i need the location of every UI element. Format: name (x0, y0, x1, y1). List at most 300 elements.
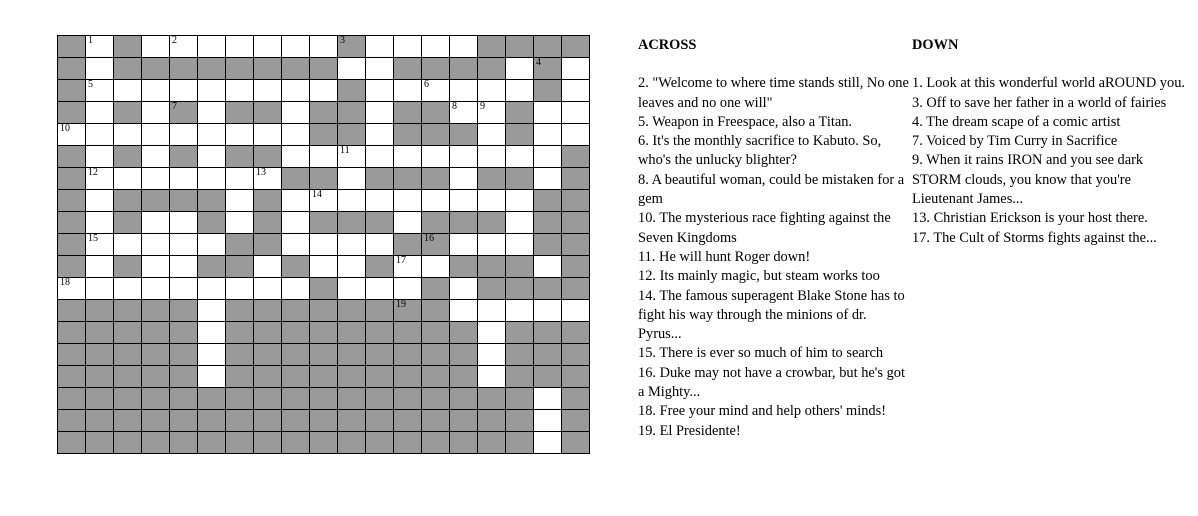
crossword-block (449, 211, 478, 234)
crossword-cell[interactable] (197, 343, 226, 366)
crossword-block (421, 409, 450, 432)
crossword-cell[interactable] (533, 255, 562, 278)
crossword-cell[interactable] (113, 233, 142, 256)
crossword-block (57, 167, 86, 190)
crossword-cell[interactable] (309, 145, 338, 168)
crossword-cell[interactable] (253, 123, 282, 146)
crossword-cell[interactable] (533, 387, 562, 410)
crossword-cell[interactable] (337, 233, 366, 256)
crossword-cell[interactable] (505, 145, 534, 168)
crossword-cell[interactable] (393, 35, 422, 58)
crossword-cell[interactable] (141, 167, 170, 190)
crossword-block (561, 145, 590, 168)
across-clue-10: 10. The mysterious race fighting against the Seven Kingdoms (638, 210, 891, 246)
crossword-cell[interactable] (225, 211, 254, 234)
crossword-cell[interactable] (393, 255, 422, 278)
crossword-block (477, 431, 506, 454)
crossword-block (225, 431, 254, 454)
crossword-cell[interactable] (85, 35, 114, 58)
crossword-block (113, 35, 142, 58)
crossword-block (365, 321, 394, 344)
crossword-cell[interactable] (281, 211, 310, 234)
crossword-cell[interactable] (561, 299, 590, 322)
crossword-cell[interactable] (85, 255, 114, 278)
crossword-cell[interactable] (225, 123, 254, 146)
crossword-block (85, 343, 114, 366)
crossword-block (113, 365, 142, 388)
crossword-cell[interactable] (169, 123, 198, 146)
crossword-block (169, 321, 198, 344)
crossword-block (505, 321, 534, 344)
crossword-cell[interactable] (337, 277, 366, 300)
crossword-block (253, 145, 282, 168)
crossword-block (337, 431, 366, 454)
crossword-block (253, 387, 282, 410)
crossword-cell[interactable] (337, 145, 366, 168)
crossword-cell[interactable] (533, 431, 562, 454)
crossword-block (309, 343, 338, 366)
crossword-block (281, 57, 310, 80)
crossword-block (113, 57, 142, 80)
crossword-block (113, 431, 142, 454)
crossword-cell[interactable] (197, 35, 226, 58)
crossword-block (533, 189, 562, 212)
clue-number: 11 (340, 145, 350, 156)
crossword-cell[interactable] (169, 167, 198, 190)
crossword-cell[interactable] (505, 211, 534, 234)
crossword-cell[interactable] (505, 299, 534, 322)
clue-number: 8 (452, 101, 457, 112)
crossword-cell[interactable] (113, 167, 142, 190)
across-clue-2: 2. "Welcome to where time stands still, No one leaves and no one will" (638, 75, 909, 111)
crossword-cell[interactable] (197, 365, 226, 388)
crossword-block (365, 343, 394, 366)
crossword-block (393, 167, 422, 190)
crossword-cell[interactable] (477, 79, 506, 102)
crossword-block (533, 35, 562, 58)
crossword-block (225, 409, 254, 432)
crossword-block (57, 189, 86, 212)
crossword-block (505, 387, 534, 410)
crossword-block (393, 57, 422, 80)
crossword-block (421, 57, 450, 80)
crossword-block (57, 79, 86, 102)
crossword-block (113, 387, 142, 410)
crossword-cell[interactable] (505, 233, 534, 256)
crossword-cell[interactable] (449, 35, 478, 58)
crossword-block (253, 189, 282, 212)
crossword-cell[interactable] (337, 189, 366, 212)
crossword-block (253, 57, 282, 80)
crossword-block (393, 343, 422, 366)
crossword-cell[interactable] (449, 277, 478, 300)
across-clue-5: 5. Weapon in Freespace, also a Titan. (638, 113, 852, 130)
crossword-block (113, 409, 142, 432)
crossword-block (113, 145, 142, 168)
crossword-cell[interactable] (197, 79, 226, 102)
crossword-cell[interactable] (449, 299, 478, 322)
crossword-cell[interactable] (225, 35, 254, 58)
crossword-cell[interactable] (533, 409, 562, 432)
crossword-block (337, 409, 366, 432)
crossword-block (421, 321, 450, 344)
crossword-block (225, 101, 254, 124)
crossword-cell[interactable] (281, 277, 310, 300)
crossword-block (57, 343, 86, 366)
crossword-block (197, 431, 226, 454)
crossword-block (421, 123, 450, 146)
crossword-cell[interactable] (505, 79, 534, 102)
across-clue-11: 11. He will hunt Roger down! (638, 248, 811, 265)
crossword-cell[interactable] (561, 123, 590, 146)
crossword-cell[interactable] (85, 233, 114, 256)
crossword-cell[interactable] (477, 321, 506, 344)
crossword-cell[interactable] (253, 167, 282, 190)
crossword-block (85, 387, 114, 410)
crossword-cell[interactable] (85, 101, 114, 124)
crossword-cell[interactable] (197, 123, 226, 146)
clue-number: 4 (536, 57, 541, 68)
crossword-block (85, 409, 114, 432)
crossword-cell[interactable] (141, 211, 170, 234)
crossword-block (253, 343, 282, 366)
crossword-cell[interactable] (393, 189, 422, 212)
clue-number: 1 (88, 35, 93, 46)
crossword-block (449, 387, 478, 410)
crossword-cell[interactable] (365, 189, 394, 212)
crossword-cell[interactable] (365, 35, 394, 58)
crossword-block (197, 189, 226, 212)
crossword-cell[interactable] (281, 189, 310, 212)
crossword-cell[interactable] (253, 35, 282, 58)
crossword-cell[interactable] (309, 35, 338, 58)
crossword-block (365, 299, 394, 322)
clue-number: 9 (480, 101, 485, 112)
across-clue-19: 19. El Presidente! (638, 422, 741, 439)
crossword-block (57, 387, 86, 410)
crossword-block (281, 299, 310, 322)
crossword-block (505, 35, 534, 58)
crossword-cell[interactable] (141, 255, 170, 278)
crossword-cell[interactable] (169, 211, 198, 234)
crossword-cell[interactable] (281, 145, 310, 168)
clue-number: 16 (424, 233, 434, 244)
crossword-cell[interactable] (57, 123, 86, 146)
crossword-cell[interactable] (477, 299, 506, 322)
crossword-cell[interactable] (309, 79, 338, 102)
crossword-block (337, 321, 366, 344)
crossword-block (57, 365, 86, 388)
crossword-cell[interactable] (281, 233, 310, 256)
crossword-block (561, 211, 590, 234)
crossword-cell[interactable] (449, 145, 478, 168)
crossword-cell[interactable] (365, 101, 394, 124)
crossword-cell[interactable] (365, 79, 394, 102)
crossword-cell[interactable] (141, 35, 170, 58)
crossword-block (57, 255, 86, 278)
crossword-cell[interactable] (169, 255, 198, 278)
crossword-cell[interactable] (421, 79, 450, 102)
crossword-cell[interactable] (141, 79, 170, 102)
crossword-block (141, 431, 170, 454)
crossword-cell[interactable] (365, 233, 394, 256)
crossword-cell[interactable] (365, 123, 394, 146)
crossword-cell[interactable] (85, 167, 114, 190)
crossword-block (197, 255, 226, 278)
crossword-block (225, 145, 254, 168)
crossword-cell[interactable] (141, 123, 170, 146)
crossword-block (533, 79, 562, 102)
crossword-cell[interactable] (561, 57, 590, 80)
crossword-cell[interactable] (309, 233, 338, 256)
crossword-block (449, 431, 478, 454)
crossword-block (85, 299, 114, 322)
crossword-cell[interactable] (141, 277, 170, 300)
crossword-block (561, 387, 590, 410)
crossword-cell[interactable] (449, 233, 478, 256)
crossword-cell[interactable] (449, 189, 478, 212)
crossword-block (337, 211, 366, 234)
crossword-block (281, 365, 310, 388)
crossword-block (561, 343, 590, 366)
crossword-block (225, 387, 254, 410)
crossword-cell[interactable] (197, 101, 226, 124)
crossword-block (337, 387, 366, 410)
crossword-cell[interactable] (477, 365, 506, 388)
crossword-block (225, 299, 254, 322)
crossword-cell[interactable] (85, 189, 114, 212)
crossword-block (57, 233, 86, 256)
crossword-block (337, 365, 366, 388)
across-clue-18: 18. Free your mind and help others' minds! (638, 403, 886, 420)
crossword-cell[interactable] (533, 167, 562, 190)
crossword-cell[interactable] (505, 57, 534, 80)
crossword-block (309, 101, 338, 124)
crossword-cell[interactable] (113, 123, 142, 146)
crossword-block (169, 387, 198, 410)
crossword-cell[interactable] (477, 189, 506, 212)
crossword-block (365, 255, 394, 278)
crossword-block (365, 409, 394, 432)
crossword-block (57, 145, 86, 168)
crossword-cell[interactable] (141, 233, 170, 256)
crossword-block (281, 255, 310, 278)
crossword-block (337, 299, 366, 322)
crossword-cell[interactable] (225, 79, 254, 102)
crossword-block (561, 255, 590, 278)
crossword-cell[interactable] (533, 123, 562, 146)
crossword-cell[interactable] (197, 321, 226, 344)
crossword-cell[interactable] (533, 101, 562, 124)
crossword-block (113, 343, 142, 366)
crossword-block (561, 35, 590, 58)
crossword-cell[interactable] (197, 277, 226, 300)
crossword-cell[interactable] (197, 233, 226, 256)
crossword-block (225, 321, 254, 344)
crossword-block (169, 101, 198, 124)
crossword-cell[interactable] (85, 211, 114, 234)
crossword-block (449, 57, 478, 80)
crossword-cell[interactable] (169, 79, 198, 102)
crossword-block (225, 57, 254, 80)
crossword-block (533, 277, 562, 300)
crossword-block (421, 343, 450, 366)
crossword-block (113, 321, 142, 344)
crossword-block (169, 145, 198, 168)
crossword-cell[interactable] (393, 145, 422, 168)
crossword-cell[interactable] (365, 57, 394, 80)
crossword-cell[interactable] (281, 123, 310, 146)
crossword-cell[interactable] (225, 189, 254, 212)
across-clue-12: 12. Its mainly magic, but steam works too (638, 268, 880, 285)
crossword-cell[interactable] (85, 57, 114, 80)
crossword-block (309, 277, 338, 300)
crossword-block (533, 321, 562, 344)
crossword-block (57, 57, 86, 80)
crossword-block (337, 79, 366, 102)
crossword-block (365, 167, 394, 190)
crossword-block (477, 277, 506, 300)
crossword-cell[interactable] (169, 277, 198, 300)
crossword-cell[interactable] (225, 277, 254, 300)
crossword-block (253, 299, 282, 322)
crossword-cell[interactable] (141, 101, 170, 124)
crossword-cell[interactable] (393, 211, 422, 234)
crossword-block (365, 431, 394, 454)
crossword-block (85, 431, 114, 454)
crossword-cell[interactable] (337, 255, 366, 278)
crossword-block (449, 123, 478, 146)
crossword-block (505, 409, 534, 432)
crossword-block (505, 123, 534, 146)
crossword-cell[interactable] (169, 35, 198, 58)
crossword-block (393, 365, 422, 388)
crossword-block (505, 277, 534, 300)
crossword-cell[interactable] (477, 101, 506, 124)
crossword-cell[interactable] (85, 79, 114, 102)
down-clue-17: 17. The Cult of Storms fights against the... (912, 229, 1157, 246)
crossword-cell[interactable] (197, 167, 226, 190)
down-clue-4: 4. The dream scape of a comic artist (912, 113, 1121, 130)
crossword-cell[interactable] (477, 233, 506, 256)
crossword-cell[interactable] (113, 79, 142, 102)
crossword-block (421, 387, 450, 410)
crossword-block (309, 57, 338, 80)
crossword-block (281, 167, 310, 190)
crossword-block (281, 409, 310, 432)
crossword-cell[interactable] (309, 255, 338, 278)
crossword-cell[interactable] (197, 299, 226, 322)
crossword-block (421, 365, 450, 388)
crossword-block (169, 431, 198, 454)
across-clue-8: 8. A beautiful woman, could be mistaken for a gem (638, 171, 905, 208)
crossword-cell[interactable] (57, 277, 86, 300)
crossword-cell[interactable] (253, 79, 282, 102)
crossword-cell[interactable] (225, 167, 254, 190)
crossword-cell[interactable] (281, 79, 310, 102)
crossword-cell[interactable] (477, 123, 506, 146)
crossword-block (225, 255, 254, 278)
crossword-cell[interactable] (141, 145, 170, 168)
crossword-block (57, 299, 86, 322)
crossword-block (113, 255, 142, 278)
crossword-block (337, 343, 366, 366)
crossword-cell[interactable] (561, 79, 590, 102)
crossword-cell[interactable] (85, 123, 114, 146)
crossword-block (309, 211, 338, 234)
crossword-cell[interactable] (281, 35, 310, 58)
crossword-block (449, 409, 478, 432)
crossword-cell[interactable] (337, 57, 366, 80)
crossword-block (141, 189, 170, 212)
down-clues (912, 36, 1194, 248)
crossword-cell[interactable] (421, 35, 450, 58)
crossword-block (141, 321, 170, 344)
crossword-block (421, 233, 450, 256)
crossword-cell[interactable] (477, 343, 506, 366)
crossword-cell[interactable] (533, 299, 562, 322)
crossword-block (169, 299, 198, 322)
crossword-cell[interactable] (533, 145, 562, 168)
crossword-cell[interactable] (281, 101, 310, 124)
down-clue-13: 13. Christian Erickson is your host there. (912, 210, 1148, 227)
crossword-block (309, 167, 338, 190)
crossword-cell[interactable] (85, 277, 114, 300)
crossword-cell[interactable] (253, 255, 282, 278)
clue-number: 2 (172, 35, 177, 46)
crossword-cell[interactable] (449, 167, 478, 190)
crossword-cell[interactable] (197, 145, 226, 168)
crossword-block (141, 57, 170, 80)
crossword-block (505, 167, 534, 190)
crossword-block (505, 343, 534, 366)
crossword-cell[interactable] (365, 277, 394, 300)
crossword-block (309, 365, 338, 388)
crossword-block (393, 321, 422, 344)
crossword-block (57, 101, 86, 124)
crossword-cell[interactable] (421, 255, 450, 278)
crossword-block (477, 167, 506, 190)
crossword-cell[interactable] (309, 189, 338, 212)
crossword-cell[interactable] (449, 101, 478, 124)
crossword-cell[interactable] (393, 79, 422, 102)
crossword-cell[interactable] (393, 277, 422, 300)
crossword-cell[interactable] (337, 167, 366, 190)
crossword-block (561, 409, 590, 432)
crossword-block (253, 101, 282, 124)
crossword-cell[interactable] (477, 145, 506, 168)
crossword-block (253, 365, 282, 388)
clue-number: 13 (256, 167, 266, 178)
crossword-cell[interactable] (169, 233, 198, 256)
crossword-block (85, 321, 114, 344)
crossword-cell[interactable] (113, 277, 142, 300)
crossword-cell[interactable] (421, 189, 450, 212)
crossword-cell[interactable] (365, 145, 394, 168)
crossword-cell[interactable] (253, 277, 282, 300)
clue-number: 12 (88, 167, 98, 178)
crossword-block (253, 409, 282, 432)
crossword-cell[interactable] (505, 189, 534, 212)
crossword-block (253, 233, 282, 256)
crossword-cell[interactable] (561, 101, 590, 124)
crossword-block (365, 365, 394, 388)
crossword-cell[interactable] (449, 79, 478, 102)
crossword-cell[interactable] (85, 145, 114, 168)
clue-number: 3 (340, 35, 345, 46)
crossword-cell[interactable] (421, 145, 450, 168)
crossword-block (197, 387, 226, 410)
